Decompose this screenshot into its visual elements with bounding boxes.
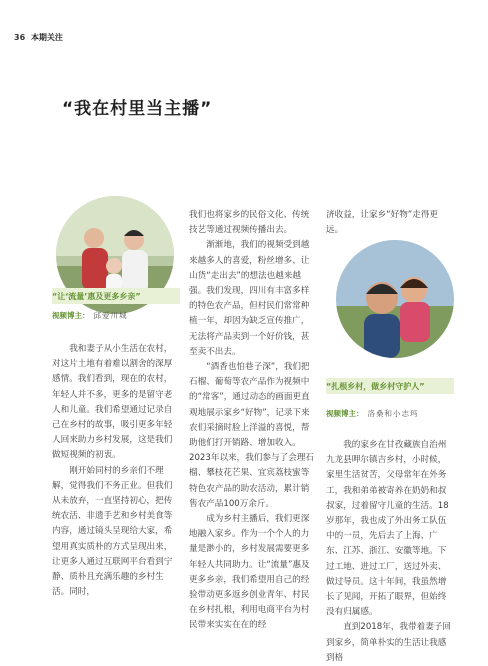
blogger-credit xyxy=(52,310,128,321)
blogger-key: 视频博主： xyxy=(326,409,364,418)
section-subhead: “让‘流量’惠及更多乡亲” xyxy=(52,292,141,301)
section-name: 本期关注 xyxy=(30,33,63,42)
page-number: 36 xyxy=(14,33,26,42)
section-subhead: “扎根乡村，做乡村守护人” xyxy=(326,382,425,391)
blogger-name: 邱爱川城 xyxy=(93,311,128,320)
paragraph: 渐渐地，我们的视频受到越来越多人的喜爱，粉丝增多、让山货“走出去”的想法也越来越强。我们发现，四川有丰富多样的特色农产品，但村民们常常种植一年，却因为缺乏宣传推广，无法将产品卖到一个好价钱，甚至卖不出去。 xyxy=(189,240,310,357)
text-column-3 xyxy=(326,208,454,238)
paragraph: 我和妻子从小生活在农村，对这片土地有着难以割舍的深厚感情。我们看到，现在的农村，年轻人并不多，更多的是留守老人和儿童。我们希望通过记录自己在乡村的故事，吸引更多年轻人回来助力乡村发展，这是我们做短视频的初衷。 xyxy=(52,344,173,461)
page-header xyxy=(14,32,63,43)
paragraph: 济收益，让家乡“好物”走得更远。 xyxy=(326,210,439,236)
text-column-2 xyxy=(189,208,317,634)
text-column-1 xyxy=(52,342,180,600)
paragraph: 我们也将家乡的民俗文化、传统技艺等通过视频传播出去。 xyxy=(189,210,310,236)
blogger-name: 洛桑和小志玛 xyxy=(367,409,419,418)
text-column-3-lower xyxy=(326,438,454,666)
father-daughter-photo xyxy=(336,240,454,358)
blogger-key: 视频博主： xyxy=(52,311,90,320)
paragraph: 直到2018年，我带着妻子回到家乡，简单朴实的生活让我感到格 xyxy=(326,622,451,663)
paragraph: 刚开始同村的乡亲们不理解，觉得我们不务正业。但我们从未放弃，一直坚持初心，把传统农活、非遗手艺和乡村美食等内容，通过镜头呈现给大家，希望用真实质朴的方式呈现出来，让更多人通过互联网平台看到宁静、质朴且充满乐趣的乡村生活。同时， xyxy=(52,465,173,598)
blogger-credit xyxy=(326,408,419,419)
paragraph: 我的家乡在甘孜藏族自治州九龙县呷尔镇吉乡村，小时候，家里生活贫苦，父母常年在外务工，我和弟弟被寄养在奶奶和叔叔家，过着留守儿童的生活。18岁那年，我也成了外出务工队伍中的一员，先后去了上海、广东、江苏、浙江、安徽等地。下过工地、进过工厂，送过外卖、做过导员。这十年间，我虽然增长了见闻，开拓了眼界，但始终没有归属感。 xyxy=(326,440,449,618)
article-title: “我在村里当主播” xyxy=(62,99,213,119)
paragraph: “酒香也怕巷子深”，我们把石榴、葡萄等农产品作为视频中的“常客”，通过动态的画面更直观地展示家乡“好物”，记录下来农们采摘时脸上洋溢的喜悦，帮助他们打开销路、增加收入。2023年以来，我们参与了会理石榴、攀枝花芒果、宜宾荔枝蜜等特色农产品的助农活动，累计销售农产品100万余斤。 xyxy=(189,362,314,509)
paragraph: 成为乡村主播后，我们更深地融入家乡。作为一个个人的力量是渺小的，乡村发展需要更多年轻人共同助力。让“流量”惠及更多乡亲，我们希望用自己的经验带动更多返乡创业青年、村民在乡村扎根，利用电商平台为村民带来实实在在的经 xyxy=(189,514,310,631)
